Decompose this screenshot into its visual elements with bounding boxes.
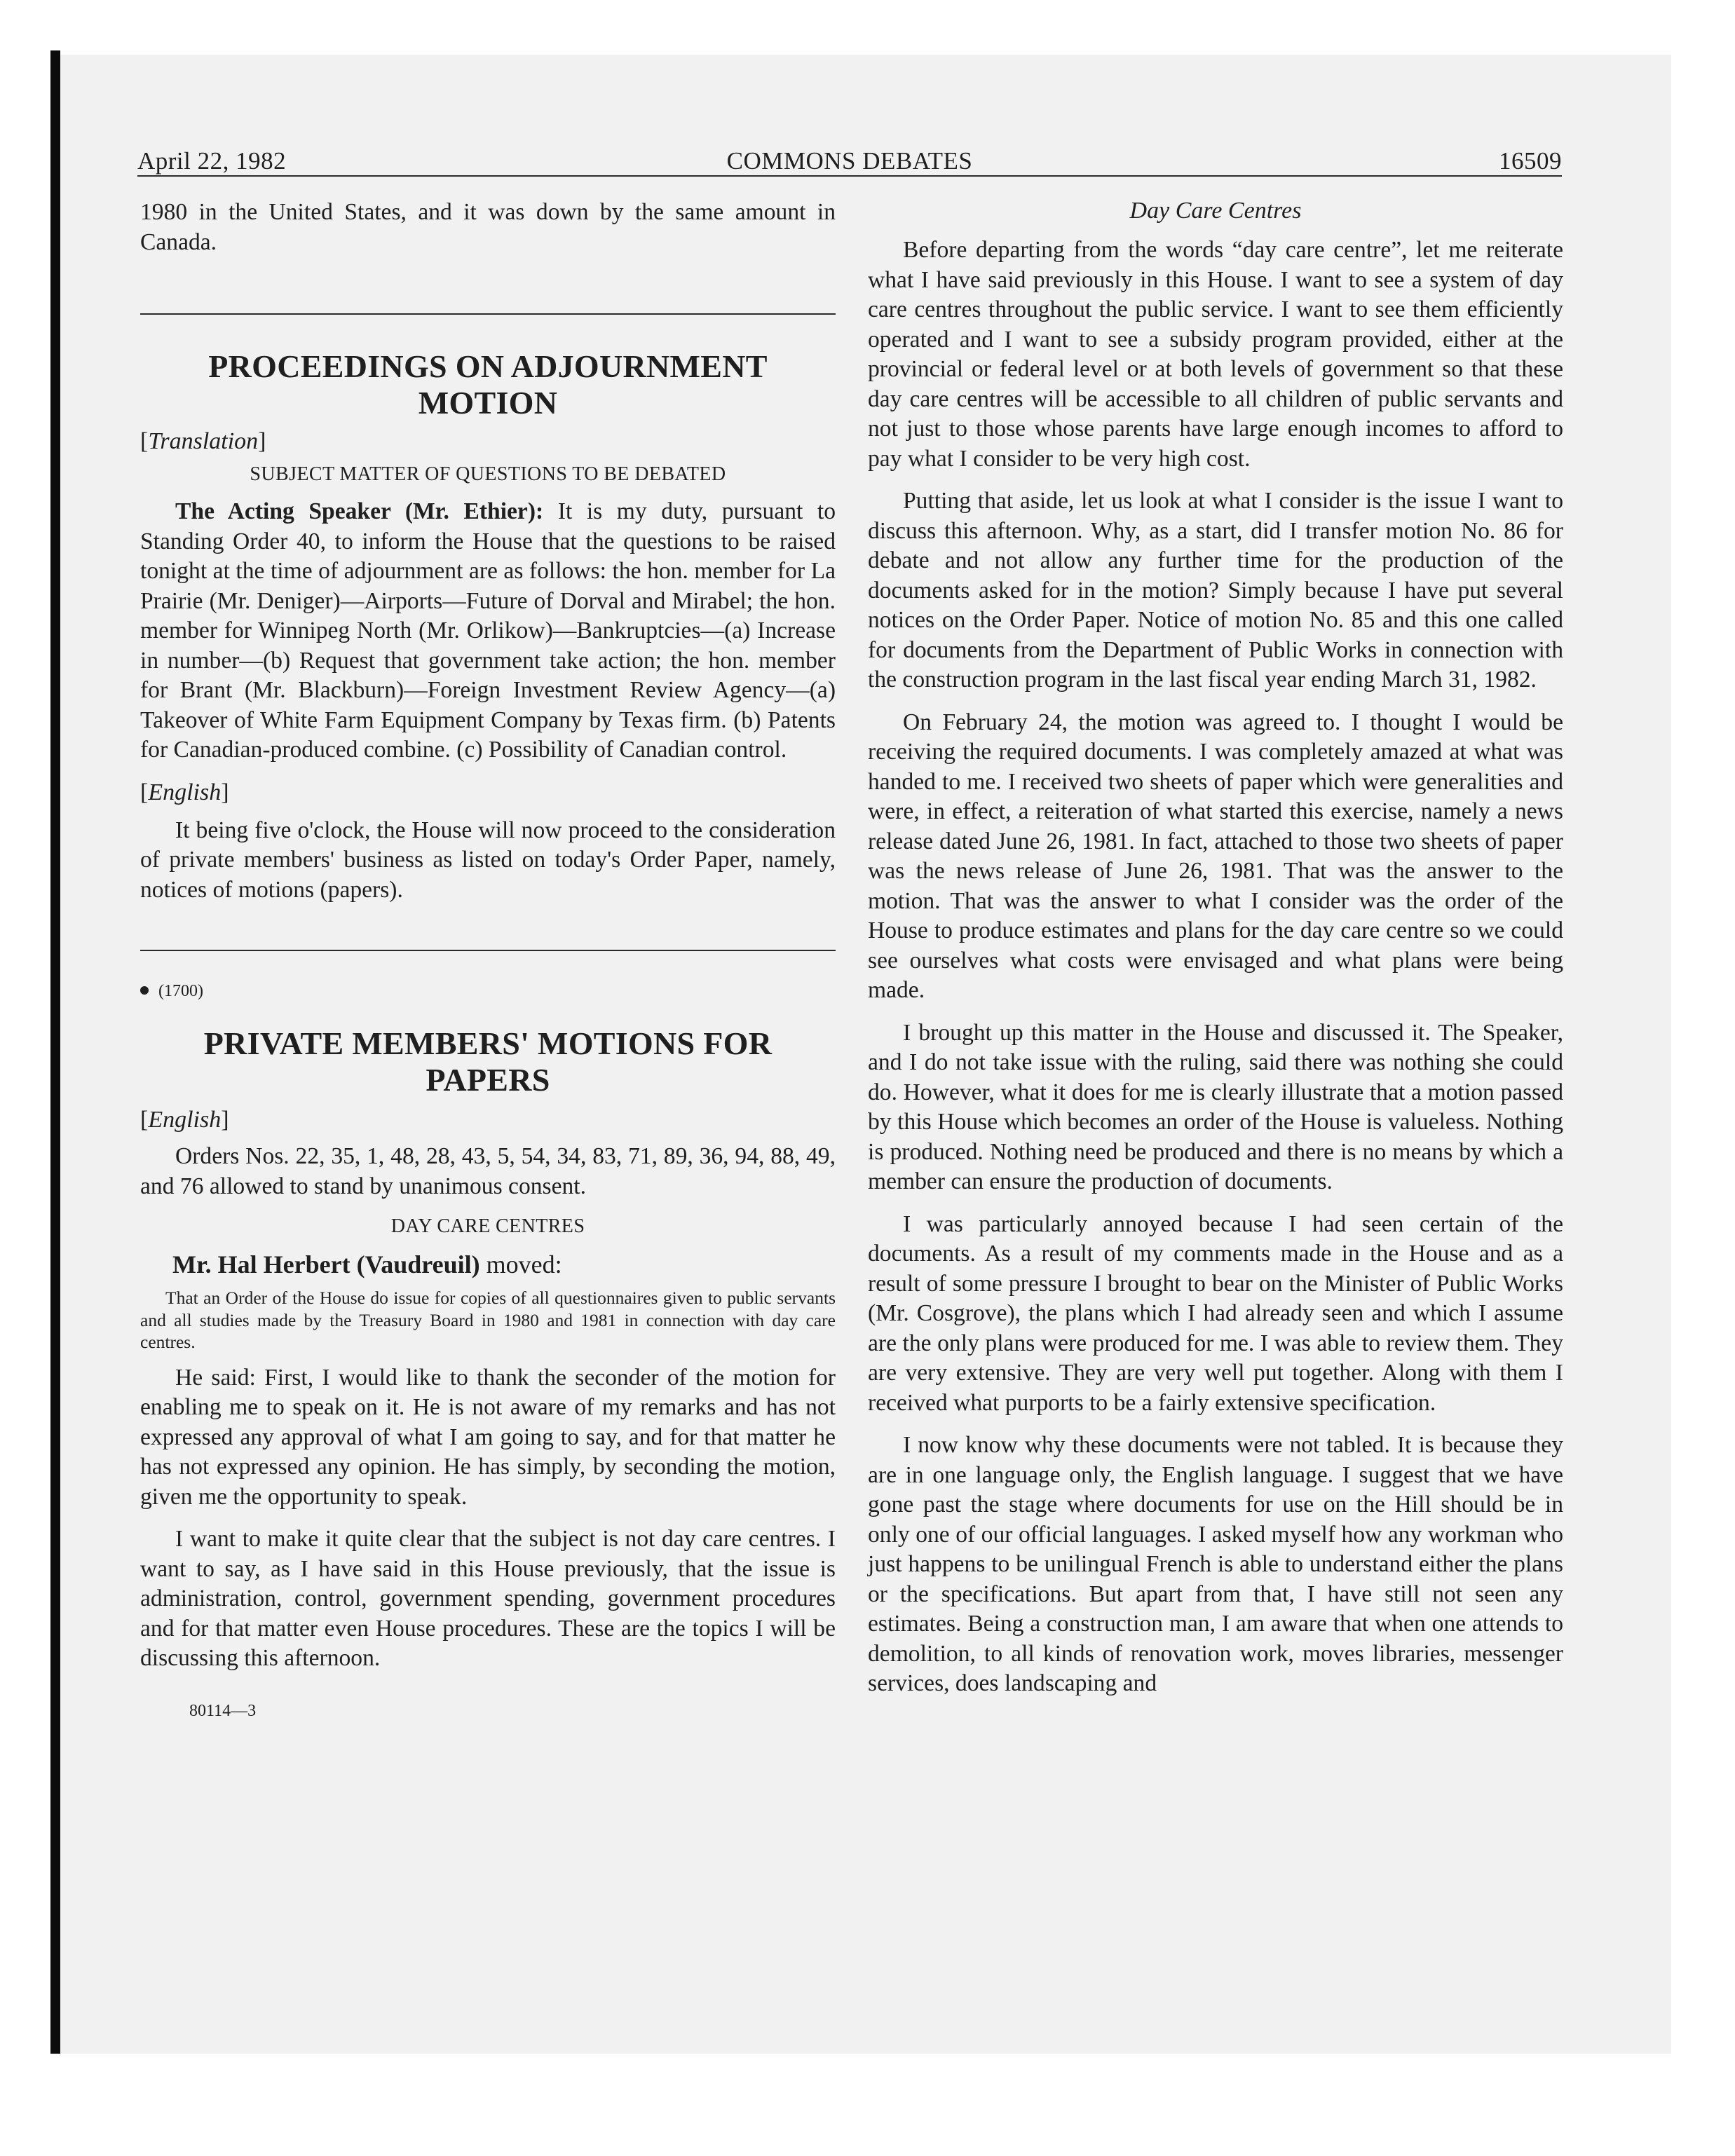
translation-tag-text: Translation: [148, 428, 259, 454]
speaker-text: It is my duty, pursuant to Standing Order 40, to inform the House that the questions to be raised tonight at the time of adjournment are as follows: the hon. member for La Prairie (Mr. Deniger)—Airports—Future of Dorval and Mirabel; the hon. member for Winnipeg North (Mr. Orlikow)—Bankruptcies—(a) Increase in number—(b) Request that government take action; the hon. member for Brant (Mr. Blackburn)—Foreign Investment Review Agency—(a) Takeover of White Farm Equipment Company by Texas firm. (b) Patents for Canadian-produced combine. (c) Possibility of Canadian control.: [140, 498, 836, 763]
paragraph: I brought up this matter in the House and discussed it. The Speaker, and I do not take issue with the ruling, said there was nothing she could do. However, what it does for me is clearly illustrate that a motion passed by this House which becomes an order of the House is valueless. Nothing is produced. Nothing need be produced and there is no means by which a member can ensure the production of documents.: [868, 1019, 1563, 1194]
scan-border: [50, 50, 60, 2054]
page-number: 16509: [1499, 147, 1562, 175]
english-tag-text: English: [148, 779, 222, 805]
english-tag-text: English: [148, 1107, 222, 1133]
day-care-heading: DAY CARE CENTRES: [390, 1215, 585, 1237]
paragraph: He said: First, I would like to thank the seconder of the motion for enabling me to speak on it. He is not aware of my remarks and has not expressed any approval of what I am going to say, and for that matter he has not expressed any opinion. He has simply, by seconding the motion, given me the opportunity to speak.: [140, 1364, 836, 1510]
english-tag: [English]: [140, 779, 229, 805]
time-marker-text: (1700): [158, 982, 203, 1000]
publication-title: COMMONS DEBATES: [726, 147, 973, 175]
page-date: April 22, 1982: [137, 147, 287, 175]
right-column: [868, 196, 1563, 1712]
running-head: [137, 147, 1562, 182]
motion-text: That an Order of the House do issue for copies of all questionnaires given to public servants and all studies made by the Treasury Board in 1980 and 1981 in connection with day care centres.: [140, 1288, 836, 1352]
mover-name: Mr. Hal Herbert (Vaudreuil): [172, 1250, 480, 1278]
paragraph: I was particularly annoyed because I had seen certain of the documents. As a result of my comments made in the House and as a result of some pressure I brought to bear on the Minister of Public Works (Mr. Cosgrove), the plans which I had already seen and which I assume are the only plans were produced for me. I was able to review them. They are very extensive. They are very well put together. Along with them I received what purports to be a fairly extensive specification.: [868, 1210, 1563, 1416]
section-heading-adjournment: PROCEEDINGS ON ADJOURNMENT MOTION: [208, 348, 768, 421]
translation-tag: [Translation]: [140, 428, 266, 454]
paragraph: It being five o'clock, the House will now proceed to the consideration of private members' business as listed on today's Order Paper, namely, notices of motions (papers).: [140, 817, 836, 903]
paragraph: I want to make it quite clear that the subject is not day care centres. I want to say, as I have said in this House previously, that the issue is administration, control, government spending, government procedures and for that matter even House procedures. These are the topics I will be discussing this afternoon.: [140, 1526, 836, 1671]
bullet-icon: [140, 986, 149, 995]
english-tag: [English]: [140, 1107, 229, 1133]
mover-text: moved:: [486, 1250, 562, 1278]
paragraph: Orders Nos. 22, 35, 1, 48, 28, 43, 5, 54, 34, 83, 71, 89, 36, 94, 88, 49, and 76 allowed to stand by unanimous consent.: [140, 1143, 836, 1199]
header-rule: [137, 175, 1562, 177]
subject-heading: SUBJECT MATTER OF QUESTIONS TO BE DEBATED: [250, 463, 726, 485]
speaker-paragraph: [140, 497, 836, 765]
paragraph: I now know why these documents were not tabled. It is because they are in one language only, the English language. I suggest that we have gone past the stage where documents for use on the Hill should be in only one of our official languages. I asked myself how any workman who just happens to be unilingual French is able to understand either the plans or the specifications. But apart from that, I have still not seen any estimates. Being a construction man, I am aware that when one attends to demolition, to all kinds of renovation work, moves libraries, messenger services, does landscaping and: [868, 1432, 1563, 1696]
left-column: [140, 198, 836, 1721]
paragraph: Before departing from the words “day care centre”, let me reiterate what I have said previously in this House. I want to see a system of day care centres throughout the public service. I want to see them efficiently operated and I want to see a subsidy program provided, either at the provincial or federal level or at both levels of government so that these day care centres will be accessible to all children of public servants and not just to those whose parents have large enough incomes to afford to pay what I consider to be very high cost.: [868, 237, 1563, 472]
speaker-name: The Acting Speaker (Mr. Ethier):: [175, 498, 544, 524]
mover-line: [140, 1249, 836, 1280]
running-subhead: Day Care Centres: [1129, 198, 1302, 224]
paragraph: Putting that aside, let us look at what I consider is the issue I want to discuss this afternoon. Why, as a start, did I transfer motion No. 86 for debate and not allow any further time for the production of the documents asked for in the motion? Simply because I have put several notices on the Order Paper. Notice of motion No. 85 and this one called for documents from the Department of Public Works in connection with the construction program in the last fiscal year ending March 31, 1982.: [868, 488, 1563, 692]
printer-code: 80114—3: [189, 1701, 257, 1720]
paragraph: On February 24, the motion was agreed to. I thought I would be receiving the required documents. I was completely amazed at what was handed to me. I received two sheets of paper which were generalities and were, in effect, a reiteration of what started this exercise, namely a news release dated June 26, 1981. In fact, attached to those two sheets of paper was the news release of June 26, 1981. That was the answer to the motion. That was the answer to what I consider was the order of the House to produce estimates and plans for the day care centre so we could see ourselves what costs were envisaged and what plans were being made.: [868, 709, 1563, 1003]
section-heading-private-members: PRIVATE MEMBERS' MOTIONS FOR PAPERS: [203, 1025, 773, 1098]
time-marker: [140, 981, 836, 1002]
paragraph: 1980 in the United States, and it was down by the same amount in Canada.: [140, 199, 836, 255]
